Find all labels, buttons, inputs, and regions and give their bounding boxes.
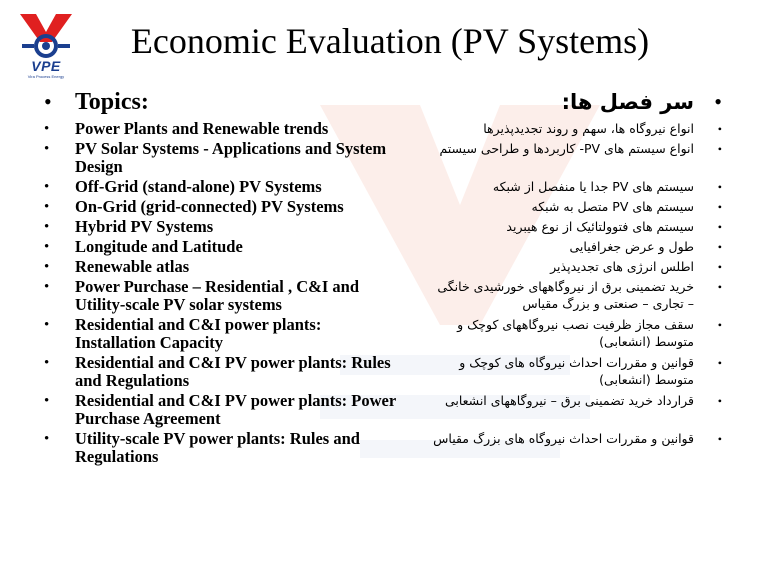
persian-topic-item: خرید تضمینی برق از نیروگاههای خورشیدی خانگی – تجاری – صنعتی و بزرگ مقیاس • (412, 276, 722, 314)
bullet: • (717, 260, 722, 274)
persian-heading: سر فصل ها: • (561, 89, 722, 114)
english-topic-item: • Residential and C&I PV power plants: Rules and Regulations (44, 353, 391, 390)
english-topic-item: • PV Solar Systems - Applications and System Design (44, 139, 387, 176)
english-topic-item: • Power Plants and Renewable trends (44, 119, 329, 138)
bullet: • (717, 394, 722, 408)
bullet: • (717, 240, 722, 254)
bullet: • (44, 431, 50, 447)
bullet: • (44, 239, 50, 255)
logo-mark (14, 10, 78, 58)
english-topics (44, 86, 404, 466)
persian-topic-item: قرارداد خرید تضمینی برق – نیروگاههای انشعابی • (412, 390, 722, 428)
logo-brand: VPE (31, 58, 61, 74)
bullet: • (44, 279, 50, 295)
bullet: • (44, 393, 50, 409)
persian-topic-item: سیستم های فتوولتائیک از نوع هیبرید • (412, 216, 722, 236)
bullet: • (717, 432, 722, 446)
persian-topic-item: قوانین و مقررات احداث نیروگاه های بزرگ مقیاس • (412, 428, 722, 466)
bullet: • (717, 220, 722, 234)
english-topic-item: • Longitude and Latitude (44, 237, 243, 256)
bullet: • (717, 318, 722, 332)
bullet: • (44, 179, 50, 195)
persian-topic-item: قوانین و مقررات احداث نیروگاه های کوچک و متوسط (انشعابی) • (412, 352, 722, 390)
english-topic-item: • Renewable atlas (44, 257, 190, 276)
bullet: • (44, 259, 50, 275)
bullet: • (44, 141, 50, 157)
slide-title: Economic Evaluation (PV Systems) (130, 21, 650, 61)
bullet: • (44, 199, 50, 215)
persian-topic-item: اطلس انرژی های تجدیدپذیر • (412, 256, 722, 276)
bullet: • (717, 180, 722, 194)
bullet: • (717, 280, 722, 294)
persian-topic-item: انواع نیروگاه ها، سهم و روند تجدیدپذیرها • (412, 118, 722, 138)
persian-topic-item: انواع سیستم های PV- کاربردها و طراحی سیستم • (412, 138, 722, 176)
logo-tagline: Vira Process Energy (27, 74, 65, 79)
english-topic-list (44, 118, 404, 466)
english-topic-item: • Power Purchase – Residential , C&I and Utility-scale PV solar systems (44, 277, 360, 314)
company-logo (14, 10, 78, 80)
bullet: • (44, 219, 50, 235)
english-topic-item: • Residential and C&I PV power plants: Power Purchase Agreement (44, 391, 396, 428)
bullet: • (717, 200, 722, 214)
bullet: • (44, 355, 50, 371)
bullet: • (717, 356, 722, 370)
persian-topic-item: سقف مجاز ظرفیت نصب نیروگاههای کوچک و متوسط (انشعابی) • (412, 314, 722, 352)
bullet: • (717, 122, 722, 136)
english-topic-item: • Off-Grid (stand-alone) PV Systems (44, 177, 322, 196)
english-topic-item: • Utility-scale PV power plants: Rules and Regulations (44, 429, 360, 466)
bullet: • (44, 89, 52, 114)
persian-topics (412, 86, 722, 466)
bullet: • (714, 89, 722, 114)
persian-topic-list (412, 118, 722, 466)
english-topic-item: • Residential and C&I power plants: Installation Capacity (44, 315, 322, 352)
english-topic-item: • Hybrid PV Systems (44, 217, 214, 236)
english-topic-item: • On-Grid (grid-connected) PV Systems (44, 197, 344, 216)
bullet: • (717, 142, 722, 156)
persian-topic-item: سیستم های PV متصل به شبکه • (412, 196, 722, 216)
bullet: • (44, 317, 50, 333)
persian-topic-item: طول و عرض جغرافیایی • (412, 236, 722, 256)
persian-topic-item: سیستم های PV جدا یا منفصل از شبکه • (412, 176, 722, 196)
bullet: • (44, 121, 50, 137)
english-heading: • Topics: (44, 88, 149, 115)
